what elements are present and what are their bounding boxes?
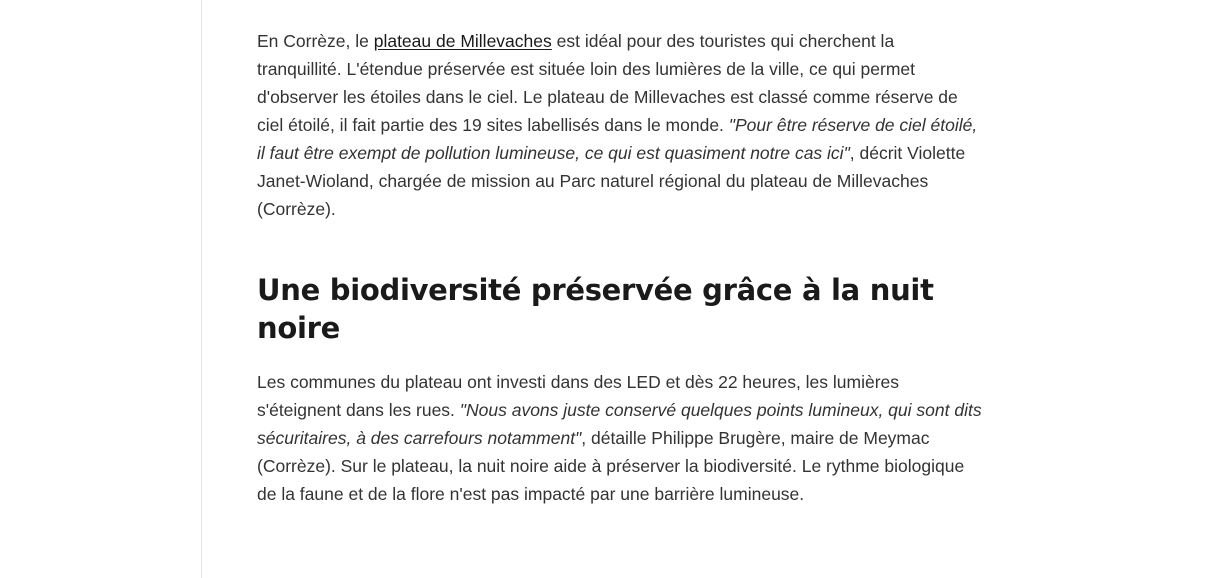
paragraph-body: est idéal pour des touristes qui cherchent la tranquillité. L'étendue préservée est située loin des lumières de la ville, ce qui permet d'observer les étoiles dans le ciel. Le plateau de Millevaches est classé comme réserve de ciel étoilé, il fait partie des 19 sites labellisés dans le monde. xyxy=(257,31,958,135)
paragraph-millevaches xyxy=(257,27,982,223)
plateau-millevaches-link[interactable]: plateau de Millevaches xyxy=(373,31,552,51)
paragraph-outro: , décrit Violette Janet-Wioland, chargée de mission au Parc naturel régional du plateau de Millevaches (Corrèze). xyxy=(257,143,966,219)
paragraph-intro: En Corrèze, le xyxy=(257,31,374,51)
article-body xyxy=(257,27,982,508)
content-left-border xyxy=(201,0,202,578)
quote-janet-wioland: "Pour être réserve de ciel étoilé, il faut être exempt de pollution lumineuse, ce qui est quasiment notre cas ici" xyxy=(257,115,978,163)
paragraph-intro: Les communes du plateau ont investi dans des LED et dès 22 heures, les lumières s'éteignent dans les rues. xyxy=(257,372,900,420)
quote-brugere: "Nous avons juste conservé quelques points lumineux, qui sont dits sécuritaires, à des carrefours notamment" xyxy=(257,400,982,448)
section-heading-biodiversite: Une biodiversité préservée grâce à la nuit noire xyxy=(257,273,934,345)
paragraph-outro: , détaille Philippe Brugère, maire de Meymac (Corrèze). Sur le plateau, la nuit noire aide à préserver la biodiversité. Le rythme biologique de la faune et de la flore n'est pas impacté par une barrière lumineuse. xyxy=(257,428,965,504)
paragraph-led xyxy=(257,368,982,508)
